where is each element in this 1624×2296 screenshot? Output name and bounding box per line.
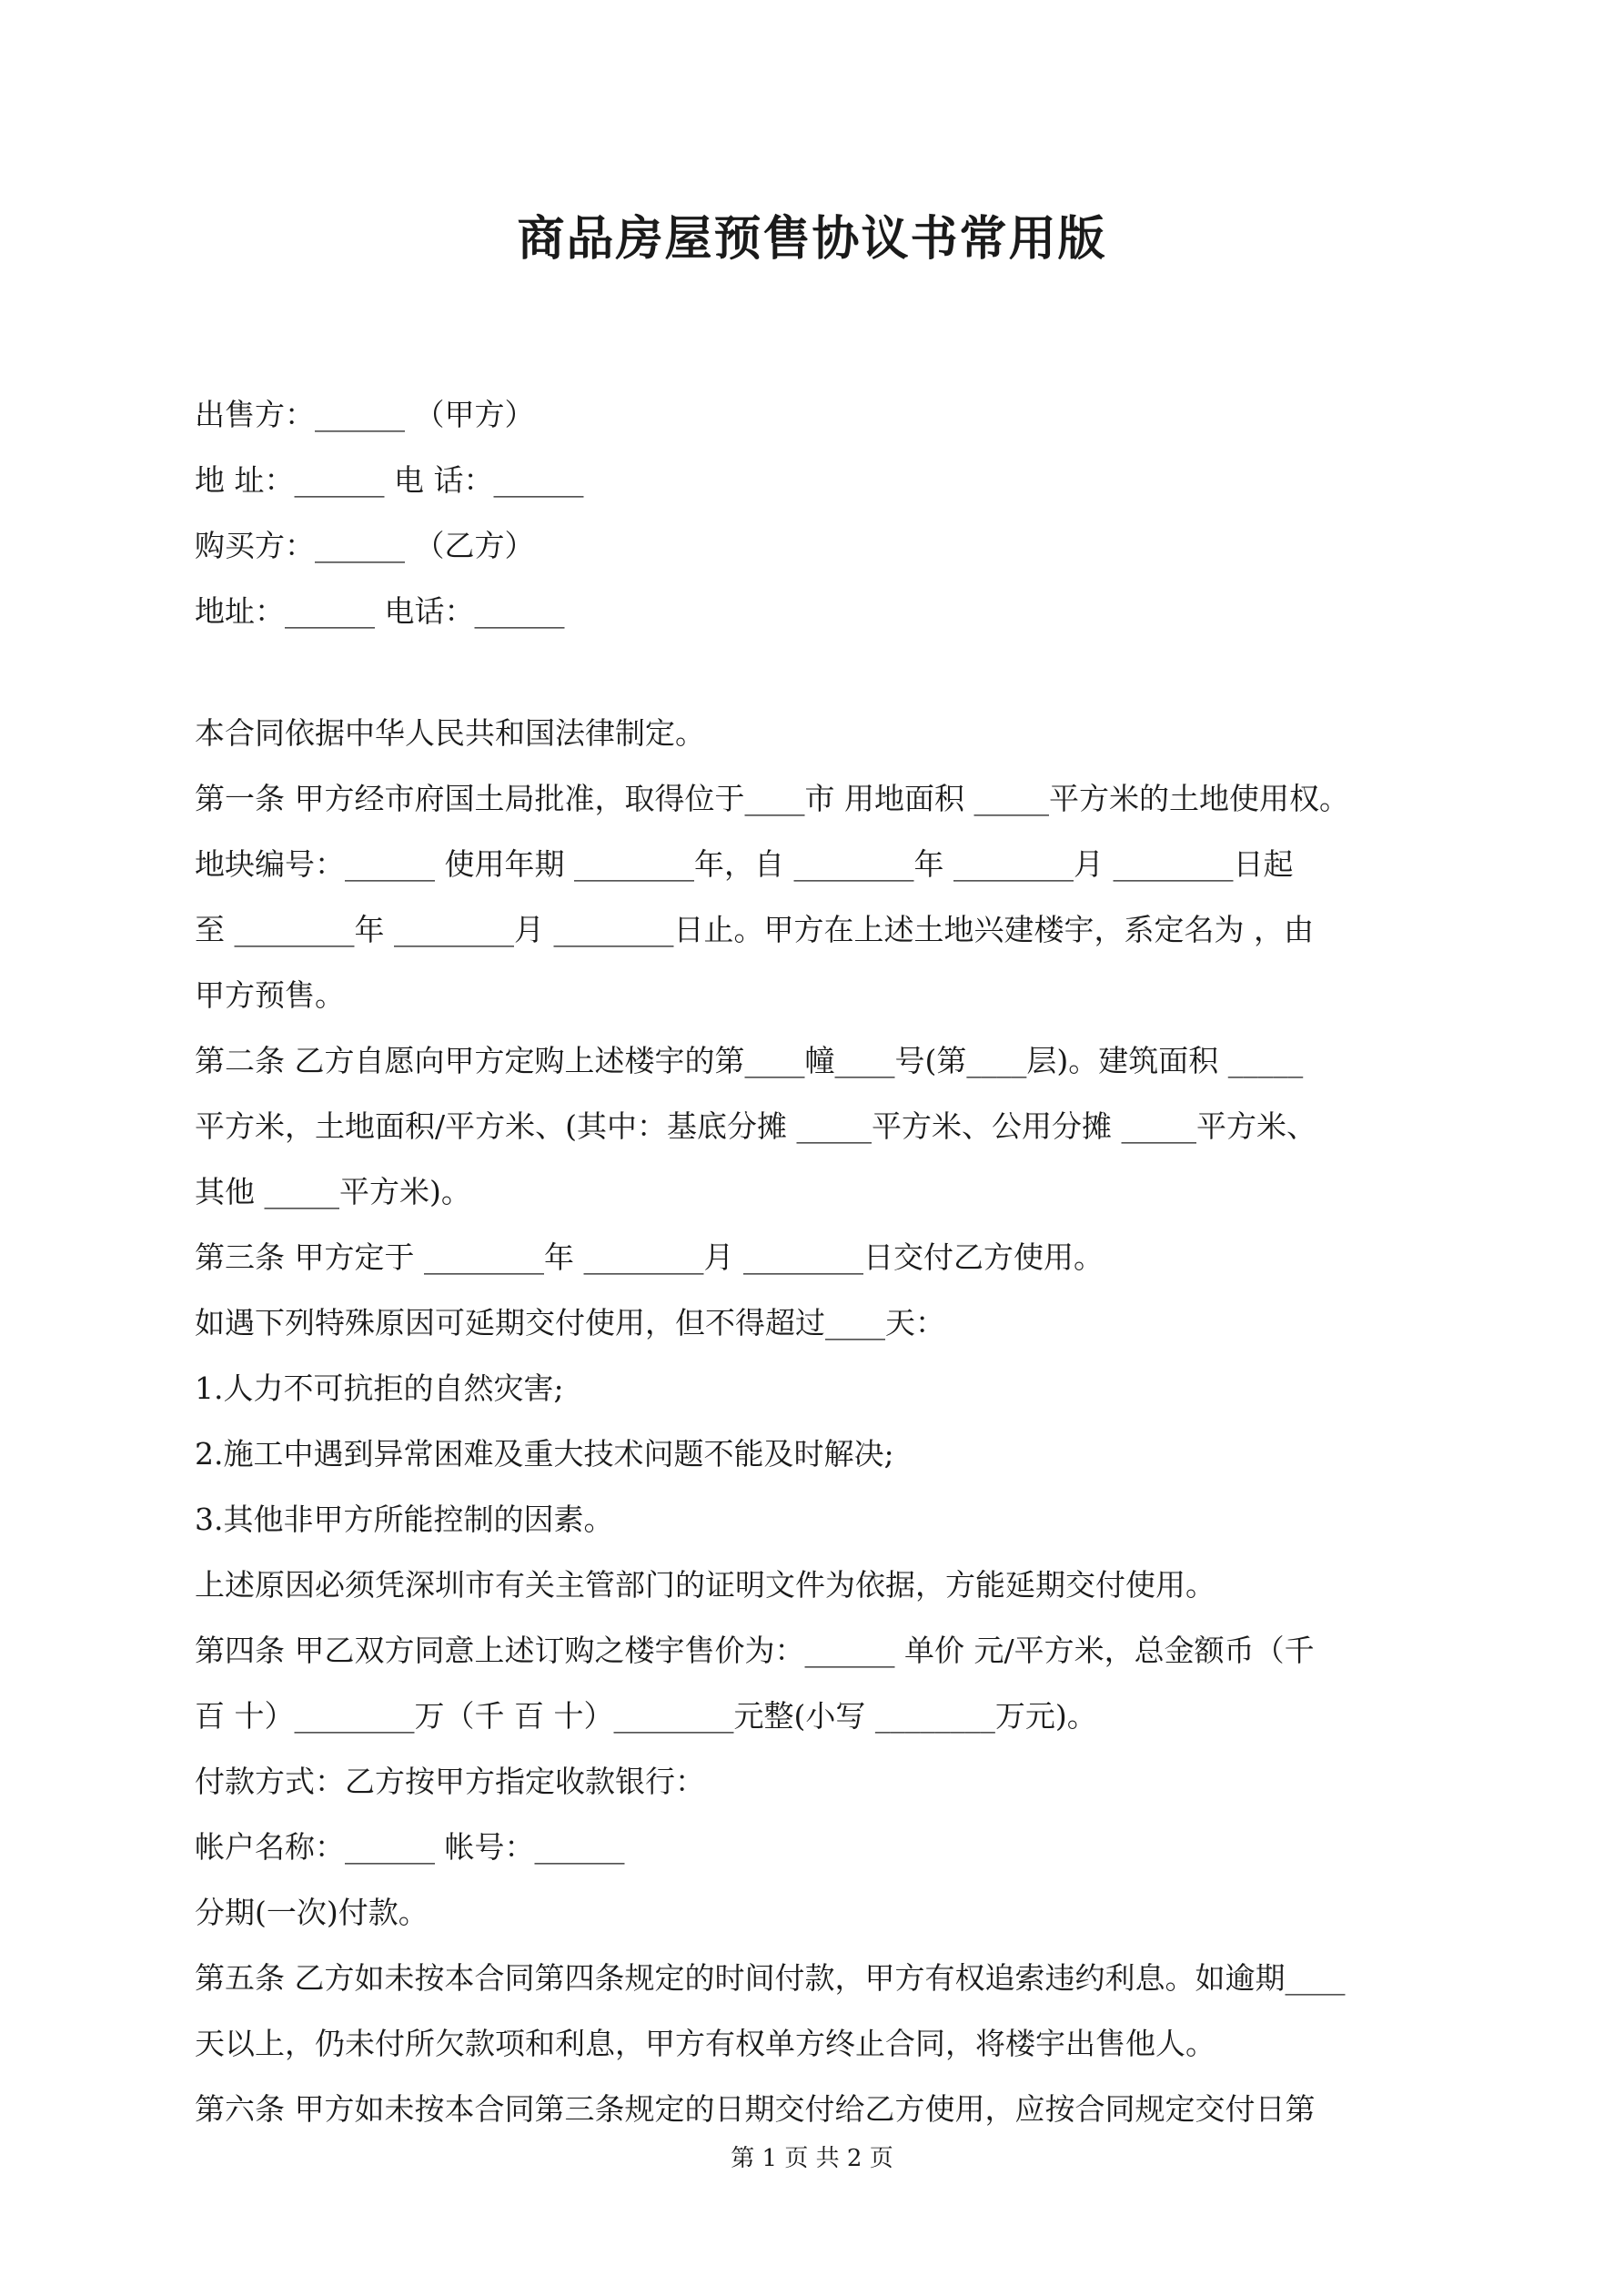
body-line: 平方米，土地面积/平方米、(其中：基底分摊 _____平方米、公用分摊 _____平方米、 [195, 1108, 1316, 1144]
body-line: 天以上，仍未付所欠款项和利息，甲方有权单方终止合同，将楼宇出售他人。 [195, 2026, 1215, 2061]
body-line: 第四条 甲乙双方同意上述订购之楼宇售价为：______ 单价 元/平方米，总金额币（千 [195, 1633, 1315, 1668]
buyer-line: 购买方：______ （乙方） [195, 528, 535, 563]
body-line: 2.施工中遇到异常困难及重大技术问题不能及时解决; [195, 1436, 894, 1472]
body-line: 第六条 甲方如未按本合同第三条规定的日期交付给乙方使用，应按合同规定交付日第 [195, 2091, 1316, 2127]
body-line: 3.其他非甲方所能控制的因素。 [195, 1502, 614, 1537]
seller-address-line: 地 址：______ 电 话：______ [195, 462, 584, 498]
buyer-address-line: 地址：______ 电话：______ [195, 593, 565, 629]
body-line: 分期(一次)付款。 [195, 1895, 429, 1930]
party-info [195, 382, 1450, 644]
body-line: 上述原因必须凭深圳市有关主管部门的证明文件为依据，方能延期交付使用。 [195, 1567, 1215, 1603]
body-line: 如遇下列特殊原因可延期交付使用，但不得超过____天： [195, 1305, 945, 1340]
body-line: 百 十）________万（千 百 十）________元整(小写 ________万元)。 [195, 1698, 1097, 1734]
body-line: 其他 _____平方米)。 [195, 1174, 471, 1209]
body-line: 付款方式：乙方按甲方指定收款银行： [195, 1764, 705, 1799]
body-line: 甲方预售。 [195, 977, 345, 1013]
body-line: 至 ________年 ________月 ________日止。甲方在上述土地兴建楼宇，系定名为 ，由 [195, 912, 1314, 947]
body-line: 帐户名称：______ 帐号：______ [195, 1829, 625, 1865]
body-line: 本合同依据中华人民共和国法律制定。 [195, 715, 705, 751]
body-line: 第三条 甲方定于 ________年 ________月 ________日交付乙方使用。 [195, 1239, 1104, 1275]
seller-line: 出售方：______ （甲方） [195, 397, 535, 432]
body-line: 第五条 乙方如未按本合同第四条规定的时间付款，甲方有权追索违约利息。如逾期____ [195, 1960, 1346, 1996]
contract-body [195, 701, 1450, 2142]
body-line: 第一条 甲方经市府国土局批准，取得位于____市 用地面积 _____平方米的土地使用权。 [195, 781, 1349, 816]
document-title: 商品房屋预售协议书常用版 [517, 211, 1107, 267]
body-line: 地块编号：______ 使用年期 ________年，自 ________年 ________月 ________日起 [195, 846, 1294, 882]
body-line: 1.人力不可抗拒的自然灾害; [195, 1371, 564, 1406]
body-line: 第二条 乙方自愿向甲方定购上述楼宇的第____幢____号(第____层)。建筑面积 _____ [195, 1043, 1304, 1078]
page-footer: 第 1 页 共 2 页 [731, 2145, 893, 2172]
